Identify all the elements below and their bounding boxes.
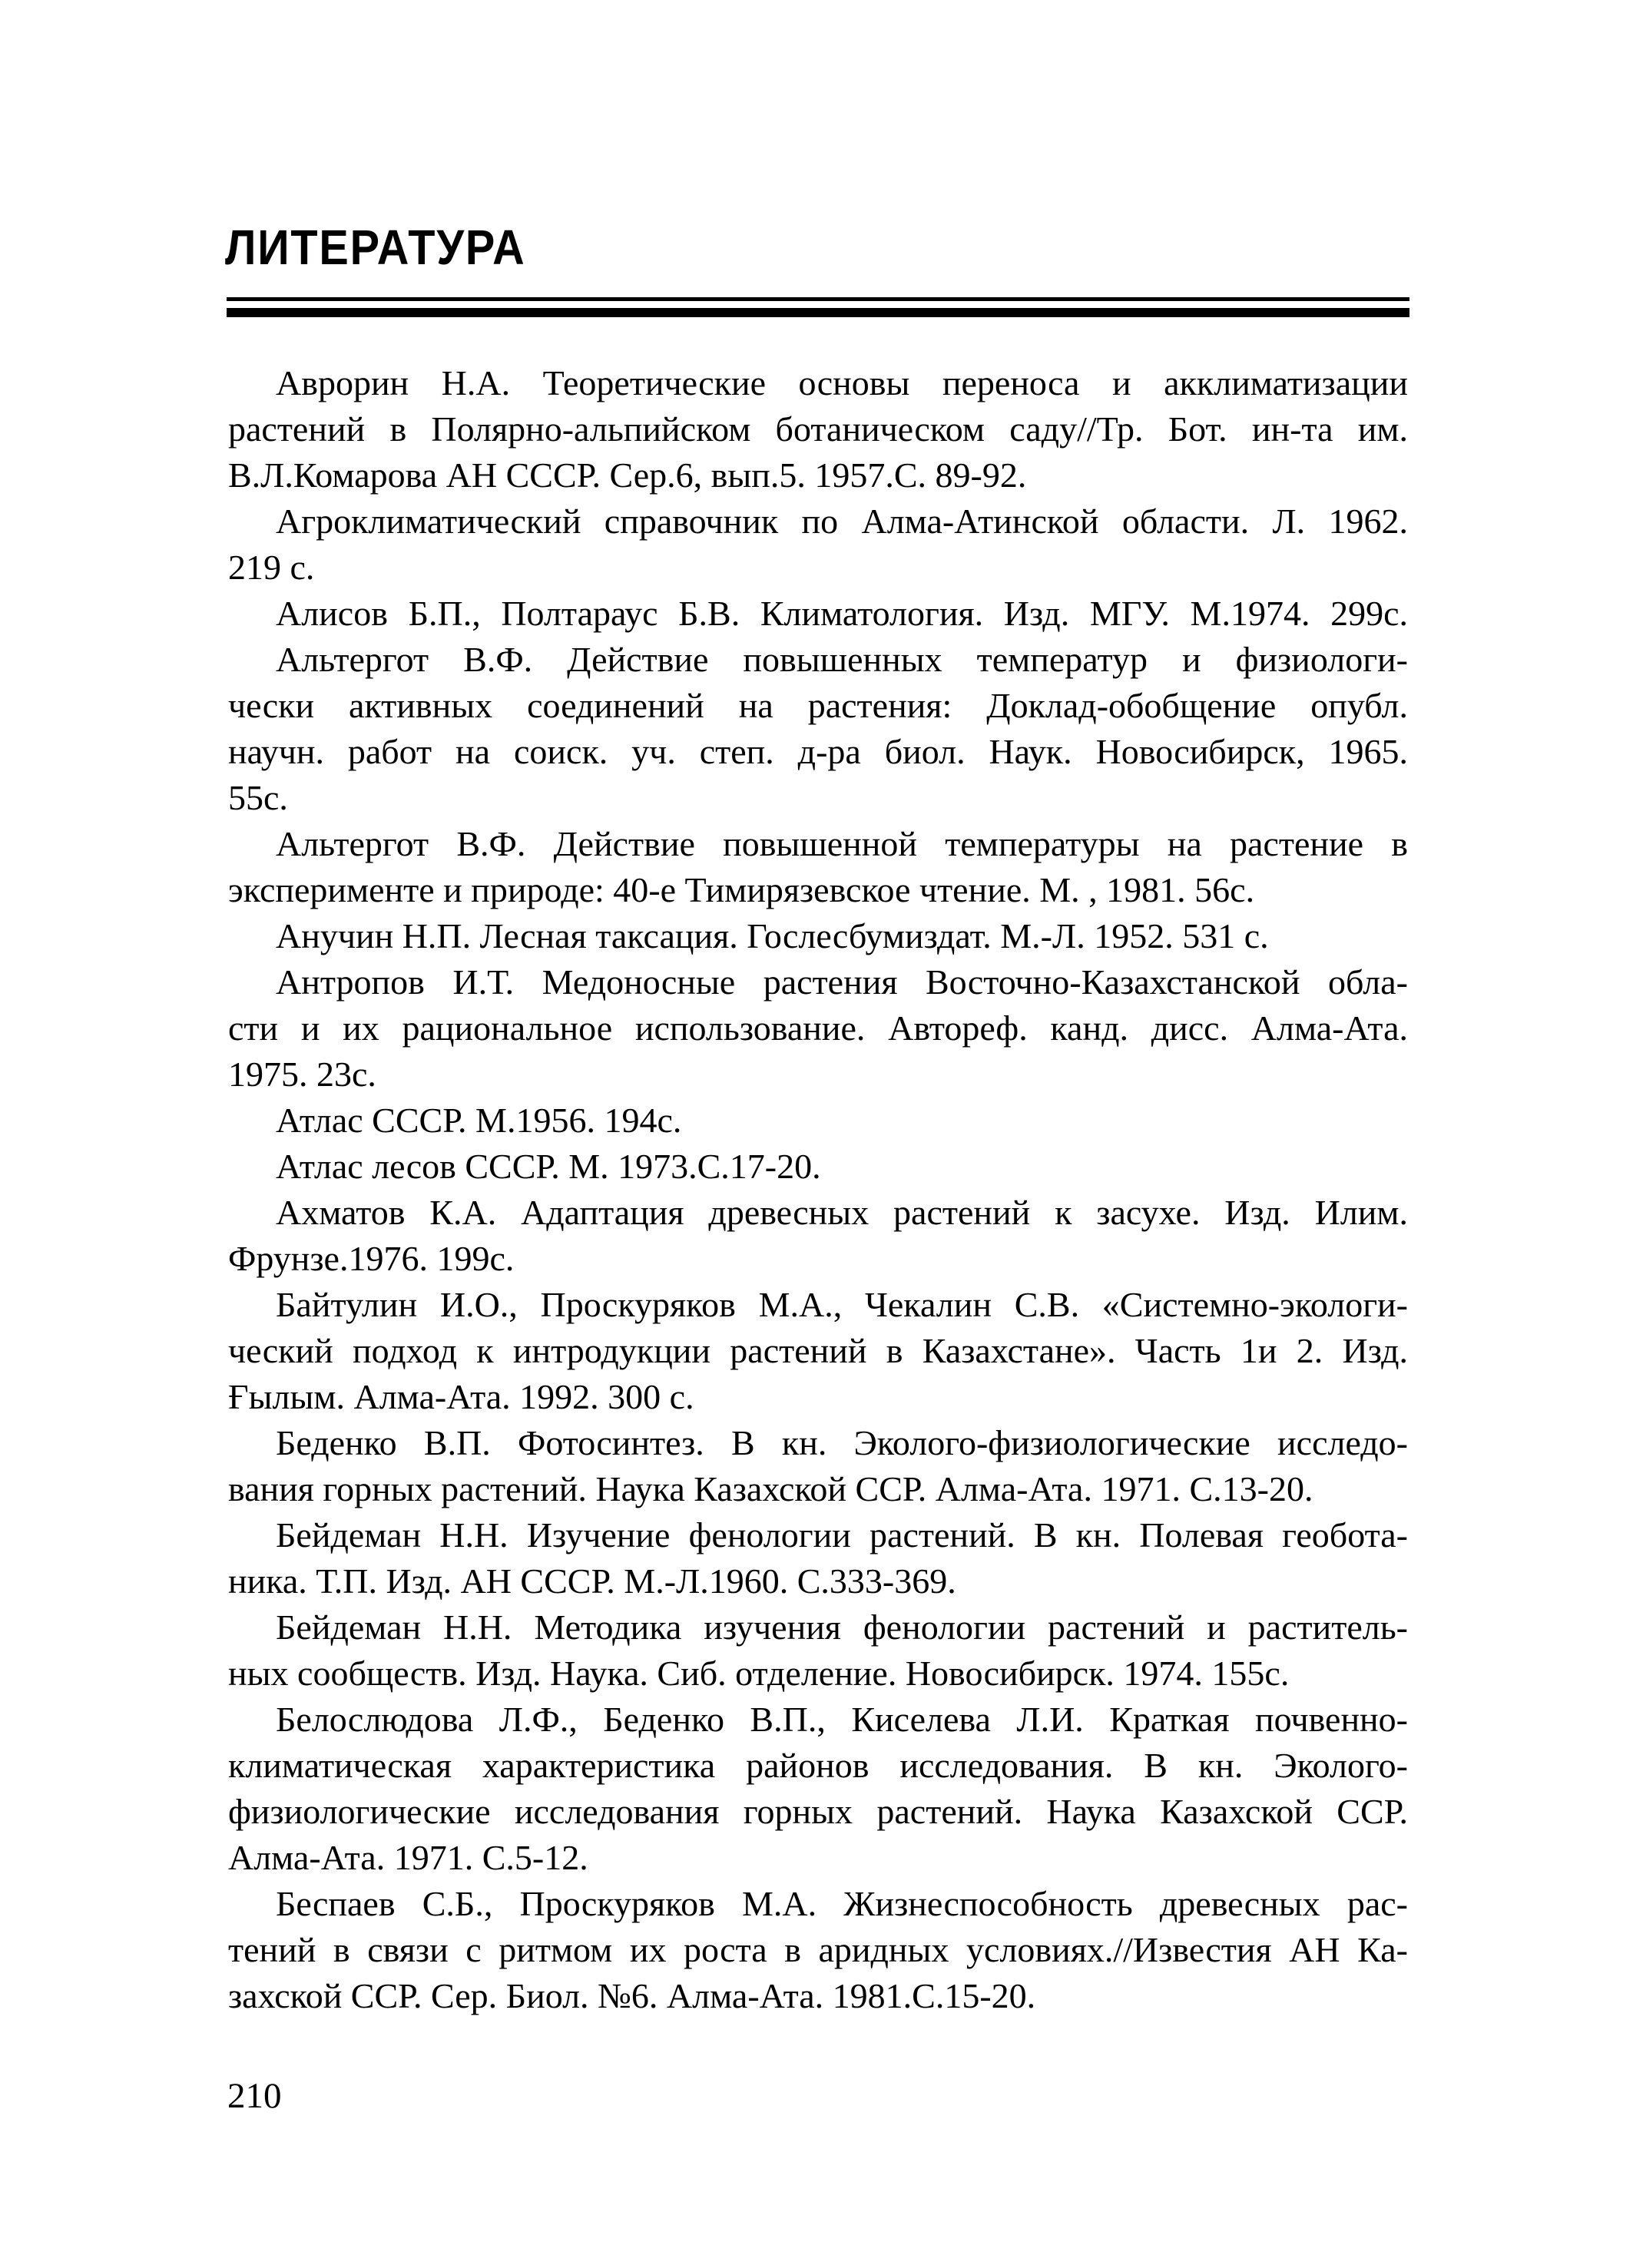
bib-line: Ғылым. Алма-Ата. 1992. 300 с. [228, 1377, 694, 1416]
bib-line: Байтулин И.О., Проскуряков М.А., Чекалин С.В. «Системно-экологи- [276, 1285, 1408, 1324]
bib-line: научн. работ на соиск. уч. степ. д-ра биол. Наук. Новосибирск, 1965. [228, 732, 1408, 771]
bib-entry [228, 1697, 1408, 1881]
bib-line: Альтергот В.Ф. Действие повышенных температур и физиологи- [276, 640, 1408, 679]
bib-line: 219 с. [228, 548, 315, 587]
bib-entry [228, 637, 1408, 821]
bib-entry [228, 913, 1408, 959]
bib-line: Бейдеман Н.Н. Методика изучения фенологии растений и раститель- [276, 1607, 1408, 1647]
bib-entry [228, 1144, 1408, 1190]
bibliography [228, 360, 1408, 2019]
bib-entry [228, 1098, 1408, 1144]
bib-entry [228, 959, 1408, 1098]
bib-line: Бейдеман Н.Н. Изучение фенологии растений. В кн. Полевая геобота- [276, 1515, 1408, 1554]
bib-entry [228, 1420, 1408, 1512]
bib-line: Беспаев С.Б., Проскуряков М.А. Жизнеспособность древесных рас- [276, 1884, 1408, 1923]
bib-line: ческий подход к интродукции растений в Казахстане». Часть 1и 2. Изд. [228, 1331, 1408, 1370]
bib-line: захской ССР. Сер. Биол. №6. Алма-Ата. 1981.С.15-20. [228, 1976, 1036, 2015]
bib-line: Атлас лесов СССР. М. 1973.С.17-20. [276, 1147, 821, 1186]
bib-entry [228, 1190, 1408, 1282]
heading-rule-thick [227, 308, 1409, 317]
bib-line: Алисов Б.П., Полтараус Б.В. Климатология. Изд. МГУ. М.1974. 299с. [276, 594, 1408, 633]
bib-line: Агроклиматический справочник по Алма-Атинской области. Л. 1962. [276, 502, 1408, 541]
bib-line: 55с. [228, 778, 288, 817]
bib-line: Беденко В.П. Фотосинтез. В кн. Эколого-физиологические исследо- [276, 1423, 1408, 1462]
bib-line: ных сообществ. Изд. Наука. Сиб. отделение. Новосибирск. 1974. 155с. [228, 1654, 1290, 1693]
bib-line: эксперименте и природе: 40-е Тимирязевское чтение. М. , 1981. 56с. [228, 870, 1255, 909]
bib-line: тений в связи с ритмом их роста в аридных условиях.//Известия АН Ка- [228, 1930, 1408, 1969]
bib-line: Атлас СССР. М.1956. 194с. [276, 1101, 682, 1140]
bib-entry [228, 821, 1408, 913]
bib-entry [228, 1282, 1408, 1420]
bib-line: Альтергот В.Ф. Действие повышенной температуры на растение в [276, 824, 1408, 863]
heading-rule-thin [227, 297, 1409, 301]
bib-line: климатическая характеристика районов исследования. В кн. Эколого- [228, 1746, 1408, 1785]
bib-line: Фрунзе.1976. 199с. [228, 1239, 515, 1278]
bib-entry [228, 1604, 1408, 1697]
bib-entry [228, 360, 1408, 498]
bib-line: Алма-Ата. 1971. С.5-12. [228, 1838, 588, 1877]
bib-line: 1975. 23с. [228, 1055, 376, 1094]
bib-line: сти и их рациональное использование. Автореф. канд. дисс. Алма-Ата. [228, 1008, 1408, 1048]
bib-entry [228, 1512, 1408, 1604]
bib-entry [228, 498, 1408, 591]
bib-line: Антропов И.Т. Медоносные растения Восточно-Казахстанской обла- [276, 962, 1408, 1002]
bib-line: В.Л.Комарова АН СССР. Сер.6, вып.5. 1957.С. 89-92. [228, 455, 1027, 495]
bib-line: физиологические исследования горных растений. Наука Казахской ССР. [228, 1792, 1408, 1831]
bib-line: ника. Т.П. Изд. АН СССР. М.-Л.1960. С.333-369. [228, 1561, 956, 1601]
bib-line: чески активных соединений на растения: Доклад-обобщение опубл. [228, 686, 1408, 725]
bib-line: Аврорин Н.А. Теоретические основы переноса и акклиматизации [276, 363, 1408, 402]
bib-entry [228, 1881, 1408, 2019]
bib-line: Анучин Н.П. Лесная таксация. Гослесбумиздат. М.-Л. 1952. 531 с. [276, 916, 1269, 955]
page-number: 210 [227, 2076, 282, 2116]
bib-line: вания горных растений. Наука Казахской ССР. Алма-Ата. 1971. С.13-20. [228, 1469, 1313, 1508]
bib-entry [228, 591, 1408, 637]
bib-line: растений в Полярно-альпийском ботаническом саду//Тр. Бот. ин-та им. [228, 409, 1408, 449]
bib-line: Белослюдова Л.Ф., Беденко В.П., Киселева Л.И. Краткая почвенно- [276, 1700, 1408, 1739]
bib-line: Ахматов К.А. Адаптация древесных растений к засухе. Изд. Илим. [276, 1193, 1408, 1232]
section-heading: ЛИТЕРАТУРА [225, 220, 526, 275]
